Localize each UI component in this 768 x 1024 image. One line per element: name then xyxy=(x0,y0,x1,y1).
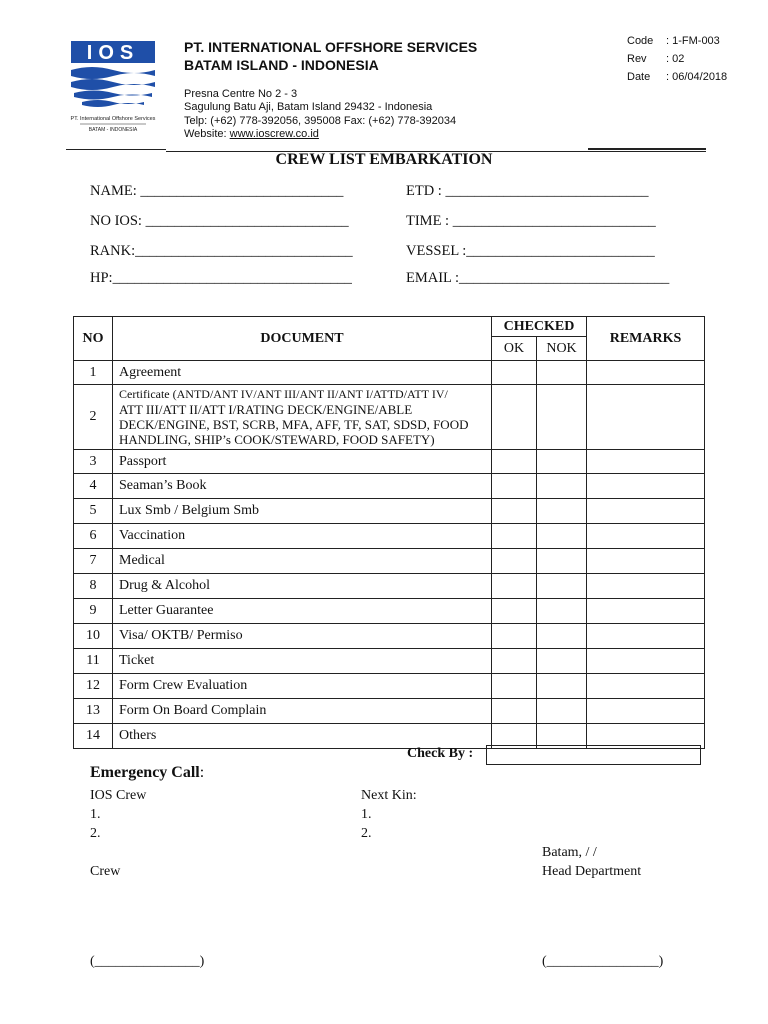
row-document: Others xyxy=(113,724,492,749)
website-line xyxy=(184,128,319,140)
row-number: 12 xyxy=(74,674,113,699)
company-name: PT. INTERNATIONAL OFFSHORE SERVICES xyxy=(184,39,478,55)
nok-cell[interactable] xyxy=(537,649,587,674)
header-nok: NOK xyxy=(537,337,587,361)
logo-caption-location: BATAM - INDONESIA xyxy=(88,127,138,133)
ios-crew-item-1: 1. xyxy=(90,807,101,822)
row-document-certificate xyxy=(113,385,492,450)
company-logo xyxy=(70,40,160,135)
nok-cell[interactable] xyxy=(537,499,587,524)
table-row xyxy=(74,499,705,524)
table-row xyxy=(74,450,705,474)
ok-cell[interactable] xyxy=(492,624,537,649)
remarks-cell[interactable] xyxy=(587,385,705,450)
emergency-call-label: Emergency Call xyxy=(90,764,200,781)
nok-cell[interactable] xyxy=(537,361,587,385)
row-document: Letter Guarantee xyxy=(113,599,492,624)
ok-cell[interactable] xyxy=(492,499,537,524)
header-divider-right xyxy=(588,148,706,150)
header-document: DOCUMENT xyxy=(113,317,492,361)
logo-text: IOS xyxy=(86,42,140,64)
ok-cell[interactable] xyxy=(492,574,537,599)
ios-crew-item-2: 2. xyxy=(90,826,101,841)
date-value: : 06/04/2018 xyxy=(666,71,728,83)
address-line-1: Presna Centre No 2 - 3 xyxy=(184,88,298,100)
header-remarks: REMARKS xyxy=(587,317,705,361)
table-row xyxy=(74,699,705,724)
row-number: 2 xyxy=(74,385,113,450)
row-document: Ticket xyxy=(113,649,492,674)
email-field[interactable]: EMAIL :_____________________________ xyxy=(406,270,670,286)
remarks-cell[interactable] xyxy=(587,549,705,574)
table-row xyxy=(74,649,705,674)
head-department-label: Head Department xyxy=(542,864,642,879)
table-row xyxy=(74,474,705,499)
ok-cell[interactable] xyxy=(492,549,537,574)
remarks-cell[interactable] xyxy=(587,599,705,624)
table-row xyxy=(74,574,705,599)
check-by-label: Check By : xyxy=(407,746,474,761)
emergency-call-heading xyxy=(90,764,204,782)
ok-cell[interactable] xyxy=(492,385,537,450)
row-document: Seaman’s Book xyxy=(113,474,492,499)
code-label: Code xyxy=(627,35,654,47)
remarks-cell[interactable] xyxy=(587,524,705,549)
nok-cell[interactable] xyxy=(537,674,587,699)
header-divider-left xyxy=(66,149,166,150)
next-kin-item-1: 1. xyxy=(361,807,372,822)
table-header-row xyxy=(74,317,705,337)
website-label: Website: xyxy=(184,128,230,140)
nok-cell[interactable] xyxy=(537,450,587,474)
rev-label: Rev xyxy=(627,53,647,65)
table-row xyxy=(74,624,705,649)
nok-cell[interactable] xyxy=(537,385,587,450)
website-link[interactable]: www.ioscrew.co.id xyxy=(229,128,319,140)
row-number: 13 xyxy=(74,699,113,724)
row-document: Lux Smb / Belgium Smb xyxy=(113,499,492,524)
table-row xyxy=(74,385,705,450)
table-row xyxy=(74,549,705,574)
ok-cell[interactable] xyxy=(492,450,537,474)
remarks-cell[interactable] xyxy=(587,674,705,699)
address-line-3: Telp: (+62) 778-392056, 395008 Fax: (+62) 778-392034 xyxy=(184,115,457,127)
check-by-box[interactable] xyxy=(486,745,701,765)
batam-date-line: Batam, / / xyxy=(542,845,597,860)
ok-cell[interactable] xyxy=(492,361,537,385)
certificate-line-2: ATT III/ATT II/ATT I/RATING DECK/ENGINE/ABLE xyxy=(119,402,413,417)
nok-cell[interactable] xyxy=(537,699,587,724)
ok-cell[interactable] xyxy=(492,699,537,724)
document-checklist-table xyxy=(73,316,705,749)
nok-cell[interactable] xyxy=(537,549,587,574)
head-department-signature-line[interactable]: (________________) xyxy=(542,954,664,969)
row-number: 10 xyxy=(74,624,113,649)
logo-caption-company: PT. International Offshore Services xyxy=(70,116,156,122)
row-number: 4 xyxy=(74,474,113,499)
row-number: 5 xyxy=(74,499,113,524)
rank-field[interactable]: RANK:______________________________ xyxy=(90,243,353,259)
next-kin-label: Next Kin: xyxy=(361,788,417,803)
ok-cell[interactable] xyxy=(492,524,537,549)
header-checked: CHECKED xyxy=(492,317,587,337)
ok-cell[interactable] xyxy=(492,674,537,699)
row-document: Medical xyxy=(113,549,492,574)
crew-signature-label: Crew xyxy=(90,864,121,879)
row-document: Form Crew Evaluation xyxy=(113,674,492,699)
nok-cell[interactable] xyxy=(537,624,587,649)
header-no: NO xyxy=(74,317,113,361)
row-document: Form On Board Complain xyxy=(113,699,492,724)
hp-field[interactable]: HP:_________________________________ xyxy=(90,270,352,286)
etd-field[interactable]: ETD : ____________________________ xyxy=(406,183,649,199)
time-field[interactable]: TIME : ____________________________ xyxy=(406,213,656,229)
vessel-field[interactable]: VESSEL :__________________________ xyxy=(406,243,655,259)
certificate-line-4: HANDLING, SHIP’s COOK/STEWARD, FOOD SAFETY) xyxy=(119,432,435,447)
remarks-cell[interactable] xyxy=(587,574,705,599)
table-row xyxy=(74,361,705,385)
row-document: Vaccination xyxy=(113,524,492,549)
row-number: 6 xyxy=(74,524,113,549)
row-number: 14 xyxy=(74,724,113,749)
remarks-cell[interactable] xyxy=(587,699,705,724)
rev-value: : 02 xyxy=(666,53,685,65)
nok-cell[interactable] xyxy=(537,524,587,549)
form-title: CREW LIST EMBARKATION xyxy=(275,151,493,168)
ok-cell[interactable] xyxy=(492,474,537,499)
code-value: : 1-FM-003 xyxy=(666,35,720,47)
remarks-cell[interactable] xyxy=(587,361,705,385)
remarks-cell[interactable] xyxy=(587,499,705,524)
remarks-cell[interactable] xyxy=(587,450,705,474)
nok-cell[interactable] xyxy=(537,599,587,624)
row-document: Passport xyxy=(113,450,492,474)
certificate-line-3: DECK/ENGINE, BST, SCRB, MFA, AFF, TF, SAT, SDSD, FOOD xyxy=(119,417,469,432)
date-label: Date xyxy=(627,71,651,83)
row-document: Drug & Alcohol xyxy=(113,574,492,599)
row-number: 3 xyxy=(74,450,113,474)
ios-crew-label: IOS Crew xyxy=(90,788,147,803)
no-ios-field[interactable]: NO IOS: ____________________________ xyxy=(90,213,349,229)
row-number: 1 xyxy=(74,361,113,385)
table-row xyxy=(74,674,705,699)
ok-cell[interactable] xyxy=(492,599,537,624)
address-line-2: Sagulung Batu Aji, Batam Island 29432 - Indonesia xyxy=(184,101,433,113)
row-document: Agreement xyxy=(113,361,492,385)
company-location: BATAM ISLAND - INDONESIA xyxy=(184,57,379,73)
row-number: 7 xyxy=(74,549,113,574)
nok-cell[interactable] xyxy=(537,574,587,599)
remarks-cell[interactable] xyxy=(587,649,705,674)
header-ok: OK xyxy=(492,337,537,361)
row-number: 8 xyxy=(74,574,113,599)
ok-cell[interactable] xyxy=(492,649,537,674)
remarks-cell[interactable] xyxy=(587,624,705,649)
nok-cell[interactable] xyxy=(537,474,587,499)
row-number: 11 xyxy=(74,649,113,674)
crew-signature-line[interactable]: (_______________) xyxy=(90,954,205,969)
emergency-call-colon: : xyxy=(199,764,205,781)
name-field[interactable]: NAME: ____________________________ xyxy=(90,183,344,199)
row-number: 9 xyxy=(74,599,113,624)
row-document: Visa/ OKTB/ Permiso xyxy=(113,624,492,649)
next-kin-item-2: 2. xyxy=(361,826,372,841)
table-row xyxy=(74,524,705,549)
remarks-cell[interactable] xyxy=(587,474,705,499)
table-row xyxy=(74,599,705,624)
certificate-line-1: Certificate (ANTD/ANT IV/ANT III/ANT II/ANT I/ATTD/ATT IV/ xyxy=(119,387,448,401)
